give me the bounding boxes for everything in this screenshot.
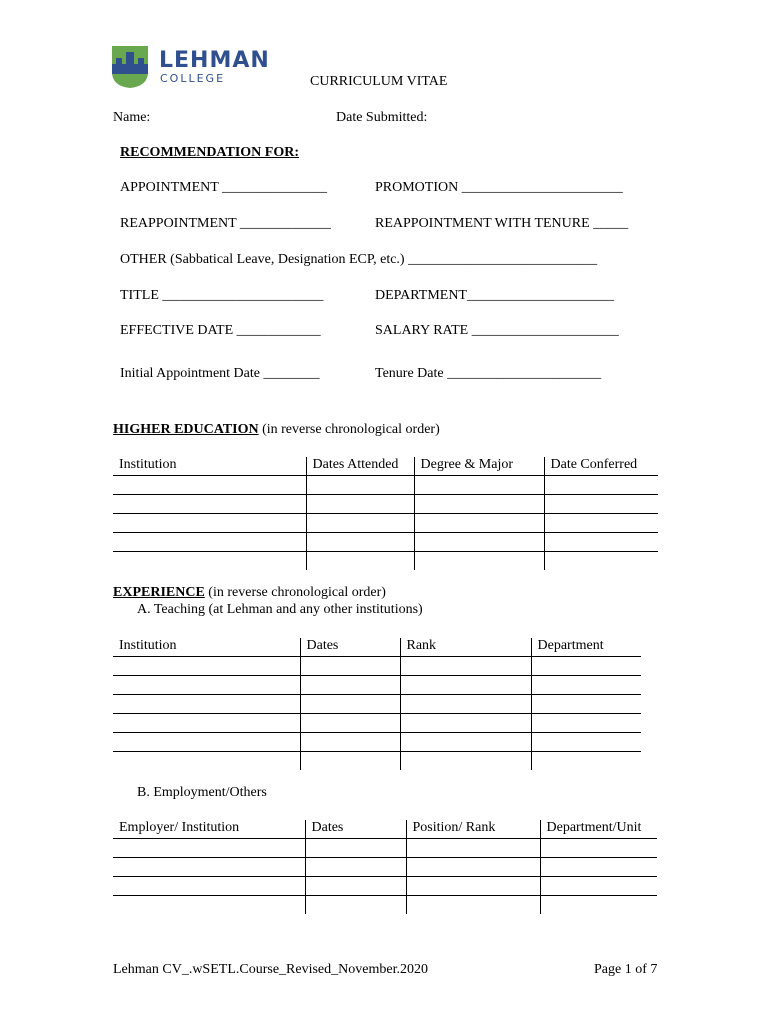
recommendation-heading: RECOMMENDATION FOR:: [120, 145, 300, 160]
employment-label: B. Employment/Others: [137, 785, 267, 800]
shield-icon: [112, 46, 148, 88]
teaching-label: A. Teaching (at Lehman and any other institutions): [137, 602, 423, 617]
title-field: TITLE _______________________: [120, 288, 324, 303]
table-row: [113, 877, 657, 896]
table-row: [113, 733, 641, 752]
table-row: [113, 695, 641, 714]
column-header: Institution: [113, 457, 306, 476]
name-label: Name:: [113, 110, 151, 125]
column-header: Rank: [400, 638, 531, 657]
experience-heading-line: [113, 585, 386, 601]
promotion-field: PROMOTION _______________________: [375, 180, 623, 195]
logo-word-college: COLLEGE: [160, 72, 226, 85]
education-heading: HIGHER EDUCATION: [113, 422, 259, 437]
employment-table: [113, 820, 657, 914]
column-header: Dates: [300, 638, 400, 657]
effective-date-field: EFFECTIVE DATE ____________: [120, 323, 321, 338]
table-row: [113, 676, 641, 695]
page-title: CURRICULUM VITAE: [310, 74, 448, 89]
column-header: Dates: [305, 820, 406, 839]
experience-note: (in reverse chronological order): [208, 585, 386, 600]
column-header: Department/Unit: [540, 820, 657, 839]
table-row: [113, 858, 657, 877]
table-row: [113, 839, 657, 858]
column-header: Department: [531, 638, 641, 657]
table-row: [113, 657, 641, 676]
table-row: [113, 533, 658, 552]
column-header: Degree & Major: [414, 457, 544, 476]
table-row: [113, 896, 657, 915]
table-row: [113, 820, 657, 839]
column-header: Institution: [113, 638, 300, 657]
tenure-date-field: Tenure Date ______________________: [375, 366, 602, 381]
page-number: Page 1 of 7: [594, 962, 658, 977]
salary-rate-field: SALARY RATE _____________________: [375, 323, 619, 338]
footer-filename: Lehman CV_.wSETL.Course_Revised_November.2020: [113, 962, 428, 977]
education-heading-line: [113, 422, 440, 438]
initial-appointment-date-field: Initial Appointment Date ________: [120, 366, 320, 381]
date-submitted-label: Date Submitted:: [336, 110, 428, 125]
table-row: [113, 457, 658, 476]
reappointment-tenure-field: REAPPOINTMENT WITH TENURE _____: [375, 216, 629, 231]
column-header: Date Conferred: [544, 457, 658, 476]
other-field: OTHER (Sabbatical Leave, Designation ECP, etc.) ___________________________: [120, 252, 598, 267]
lehman-college-logo: [112, 46, 270, 88]
logo-word-lehman: LEHMAN: [159, 48, 270, 73]
teaching-table: [113, 638, 641, 770]
appointment-field: APPOINTMENT _______________: [120, 180, 328, 195]
table-row: [113, 514, 658, 533]
table-row: [113, 552, 658, 571]
table-row: [113, 476, 658, 495]
department-field: DEPARTMENT_____________________: [375, 288, 614, 303]
column-header: Dates Attended: [306, 457, 414, 476]
column-header: Position/ Rank: [406, 820, 540, 839]
table-row: [113, 638, 641, 657]
reappointment-field: REAPPOINTMENT _____________: [120, 216, 331, 231]
education-note: (in reverse chronological order): [262, 422, 440, 437]
education-table: [113, 457, 658, 570]
table-row: [113, 752, 641, 771]
experience-heading: EXPERIENCE: [113, 585, 205, 600]
column-header: Employer/ Institution: [113, 820, 305, 839]
table-row: [113, 714, 641, 733]
table-row: [113, 495, 658, 514]
